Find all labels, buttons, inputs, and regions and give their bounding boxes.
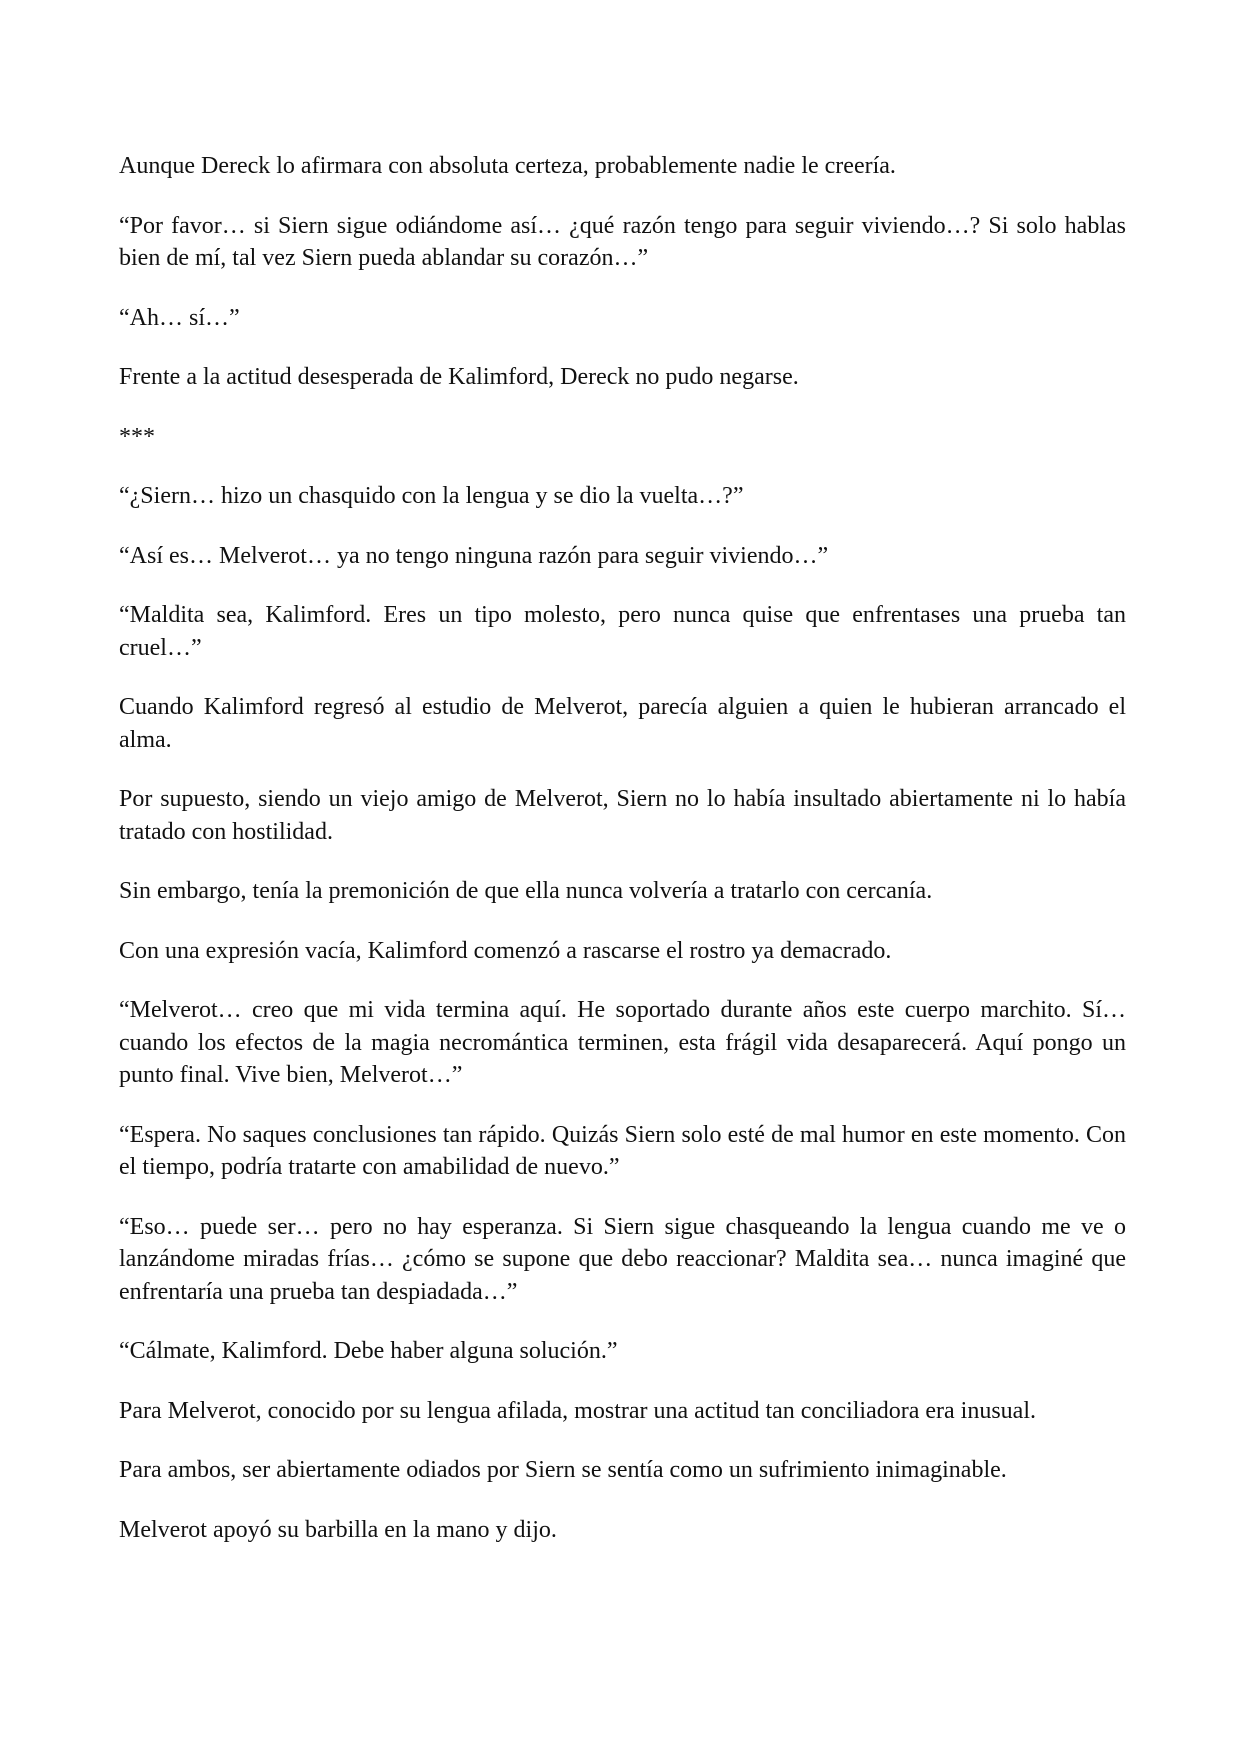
paragraph: Frente a la actitud desesperada de Kalimford, Dereck no pudo negarse. bbox=[119, 364, 799, 390]
paragraph: “Melverot… creo que mi vida termina aquí. He soportado durante años este cuerpo marchito. Sí… cuando los efectos de la magia necromántica terminen, esta frágil vida desaparecerá. Aquí pongo un punto final. Vive bien, Melverot…” bbox=[119, 997, 1126, 1088]
paragraph: Melverot apoyó su barbilla en la mano y dijo. bbox=[119, 1516, 557, 1543]
paragraph: Para Melverot, conocido por su lengua afilada, mostrar una actitud tan conciliadora era inusual. bbox=[119, 1397, 1037, 1424]
paragraph: “¿Siern… hizo un chasquido con la lengua y se dio la vuelta…?” bbox=[119, 483, 744, 509]
paragraph: Para ambos, ser abiertamente odiados por Siern se sentía como un sufrimiento inimaginable. bbox=[119, 1457, 1007, 1483]
paragraph: Aunque Dereck lo afirmara con absoluta certeza, probablemente nadie le creería. bbox=[119, 153, 896, 179]
paragraph: “Maldita sea, Kalimford. Eres un tipo molesto, pero nunca quise que enfrentases una prueba tan cruel…” bbox=[119, 602, 1126, 661]
paragraph: “Así es… Melverot… ya no tengo ninguna razón para seguir viviendo…” bbox=[119, 542, 829, 569]
paragraph: “Espera. No saques conclusiones tan rápido. Quizás Siern solo esté de mal humor en este momento. Con el tiempo, podría tratarte con amabilidad de nuevo.” bbox=[119, 1121, 1126, 1180]
paragraph: “Ah… sí…” bbox=[119, 304, 240, 331]
paragraph: “Cálmate, Kalimford. Debe haber alguna solución.” bbox=[119, 1338, 618, 1364]
paragraph: Cuando Kalimford regresó al estudio de Melverot, parecía alguien a quien le hubieran arrancado el alma. bbox=[119, 694, 1126, 753]
document-body bbox=[119, 150, 1126, 1573]
paragraph: “Por favor… si Siern sigue odiándome así… ¿qué razón tengo para seguir viviendo…? Si solo hablas bien de mí, tal vez Siern pueda ablandar su corazón…” bbox=[119, 212, 1126, 271]
scene-break: *** bbox=[119, 423, 155, 450]
paragraph: Por supuesto, siendo un viejo amigo de Melverot, Siern no lo había insultado abiertamente ni lo había tratado con hostilidad. bbox=[119, 786, 1126, 845]
paragraph: “Eso… puede ser… pero no hay esperanza. Si Siern sigue chasqueando la lengua cuando me ve o lanzándome miradas frías… ¿cómo se supone que debo reaccionar? Maldita sea… nunca imaginé que enfrentaría una prueba tan despiadada…” bbox=[119, 1213, 1126, 1305]
paragraph: Sin embargo, tenía la premonición de que ella nunca volvería a tratarlo con cercanía. bbox=[119, 878, 933, 904]
paragraph: Con una expresión vacía, Kalimford comenzó a rascarse el rostro ya demacrado. bbox=[119, 937, 892, 964]
